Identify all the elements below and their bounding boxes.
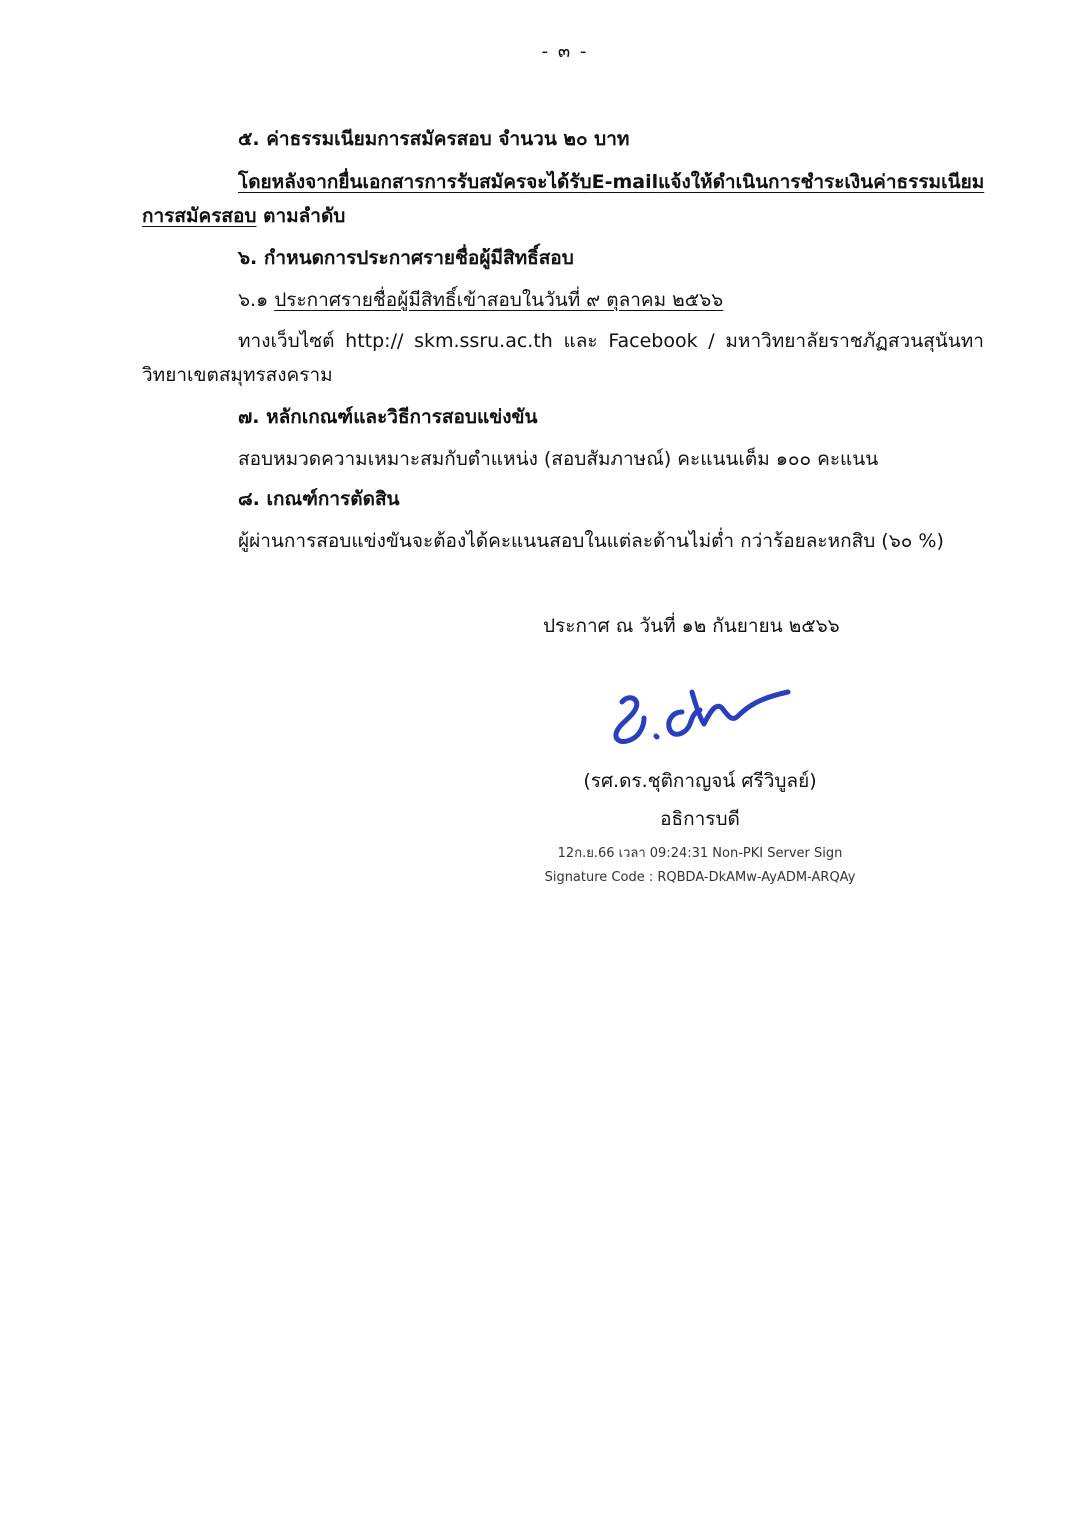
signature-code: Signature Code : RQBDA-DkAMw-AyADM-ARQAy (544, 870, 856, 885)
section5-word: จะได้รับ (526, 171, 592, 193)
section5-word: โดยหลังจากยื่นเอกสารการรับสมัคร (238, 171, 527, 193)
section5-line1 (238, 169, 984, 195)
section5-word: แจ้งให้ดำเนินการชำระเงินค่าธรรมเนียม (658, 171, 985, 193)
website-word: / (708, 330, 715, 352)
section6-website-line (238, 328, 984, 354)
section7-text: สอบหมวดความเหมาะสมกับตำแหน่ง (สอบสัมภาษณ์) คะแนนเต็ม ๑๐๐ คะแนน (238, 448, 879, 470)
section6-heading: ๖. กำหนดการประกาศรายชื่อผู้มีสิทธิ์สอบ (238, 247, 574, 269)
section5-line2 (142, 203, 345, 229)
website-word: และ (563, 330, 598, 352)
section6-campus: วิทยาเขตสมุทรสงคราม (142, 364, 333, 386)
section6-item-date: ประกาศรายชื่อผู้มีสิทธิ์เข้าสอบในวันที่ ๙ ตุลาคม ๒๕๖๖ (274, 289, 724, 311)
signer-title: อธิการบดี (660, 808, 740, 830)
website-word: http:// (345, 330, 404, 352)
section7-heading: ๗. หลักเกณฑ์และวิธีการสอบแข่งขัน (238, 406, 538, 428)
section6-item (238, 287, 723, 313)
section5-line2-rest: ตามลำดับ (256, 205, 346, 227)
signature-timestamp: 12ก.ย.66 เวลา 09:24:31 Non-PKI Server Sign (557, 846, 843, 861)
section6-item-prefix: ๖.๑ (238, 289, 275, 311)
section5-heading: ๕. ค่าธรรมเนียมการสมัครสอบ จำนวน ๒๐ บาท (238, 128, 630, 150)
section5-line2-underlined: การสมัครสอบ (142, 205, 257, 227)
section8-text: ผู้ผ่านการสอบแข่งขันจะต้องได้คะแนนสอบในแต่ละด้านไม่ต่ำ กว่าร้อยละหกสิบ (๖๐ %) (238, 530, 944, 552)
signer-name: (รศ.ดร.ชุติกาญจน์ ศรีวิบูลย์) (583, 770, 817, 792)
website-url: skm.ssru.ac.th (414, 330, 553, 352)
page-number: - ๓ - (541, 41, 589, 62)
section5-word: E-mail (591, 171, 659, 193)
university-name: มหาวิทยาลัยราชภัฏสวนสุนันทา (725, 330, 984, 352)
handwritten-signature (600, 672, 800, 758)
facebook-word: Facebook (608, 330, 698, 352)
section8-heading: ๘. เกณฑ์การตัดสิน (238, 488, 400, 510)
announcement-date: ประกาศ ณ วันที่ ๑๒ กันยายน ๒๕๖๖ (543, 615, 840, 637)
website-word: ทางเว็บไซต์ (238, 330, 335, 352)
